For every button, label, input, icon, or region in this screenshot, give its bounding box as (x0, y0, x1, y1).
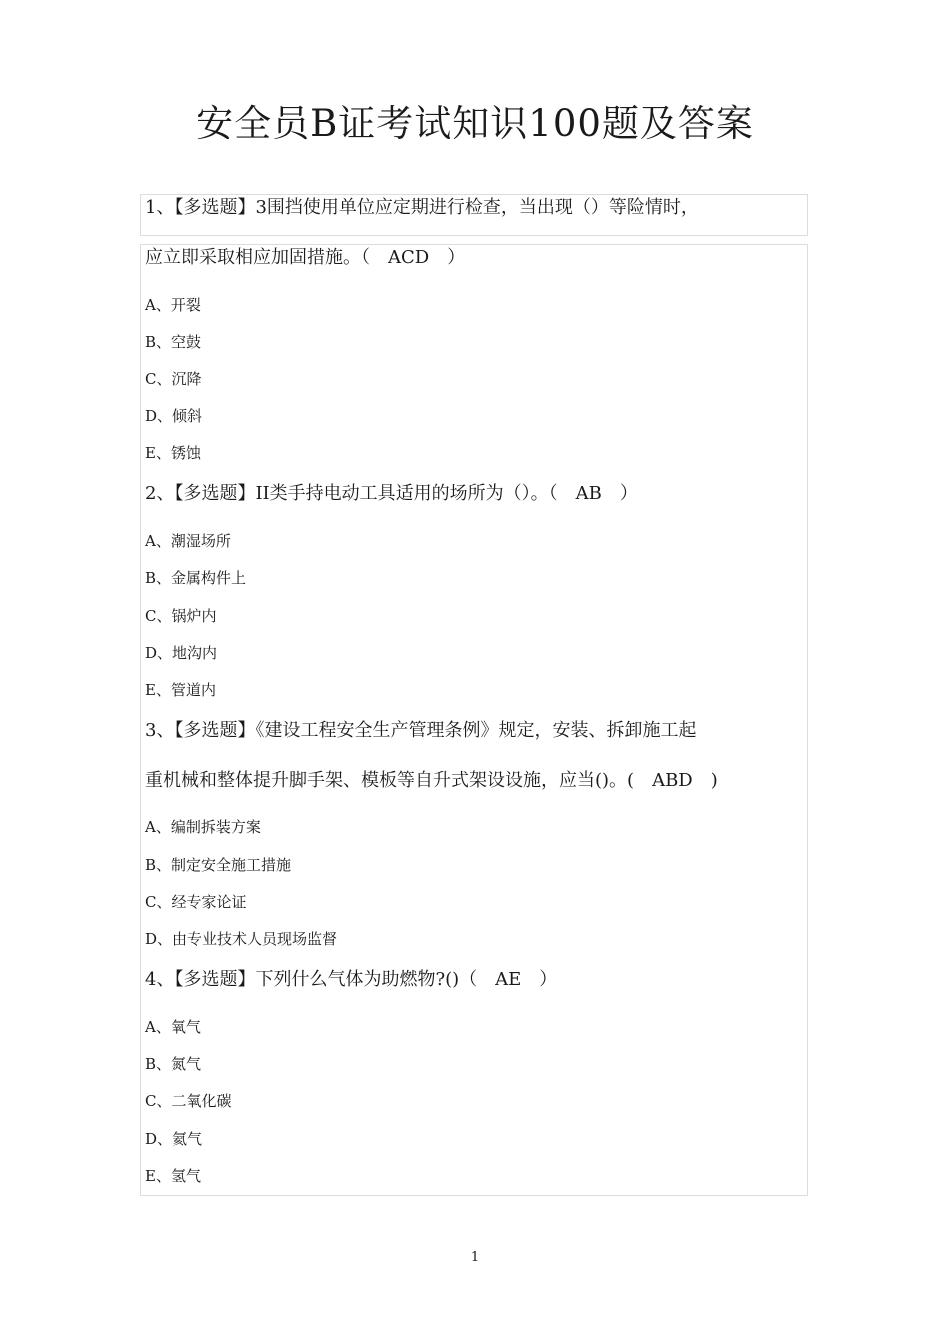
question-2-line-1: 2、【多选题】II类手持电动工具适用的场所为（）。（ AB ） (145, 483, 638, 504)
question-3-option-a: A、编制拆装方案 (145, 818, 261, 836)
question-3-line-1: 3、【多选题】《建设工程安全生产管理条例》规定，安装、拆卸施工起 (145, 720, 697, 741)
question-2-option-a: A、潮湿场所 (145, 532, 231, 550)
question-3-option-d: D、由专业技术人员现场监督 (145, 930, 338, 948)
question-2-option-c: C、锅炉内 (145, 607, 217, 625)
question-2-option-e: E、管道内 (145, 681, 216, 699)
question-1-line-2: 应立即采取相应加固措施。（ ACD ） (145, 247, 466, 268)
question-1-option-a: A、开裂 (145, 296, 201, 314)
question-2-option-d: D、地沟内 (145, 644, 218, 662)
question-1-option-d: D、倾斜 (145, 407, 203, 425)
question-3-option-c: C、经专家论证 (145, 893, 247, 911)
question-2-option-b: B、金属构件上 (145, 569, 247, 587)
question-4-option-b: B、氮气 (145, 1055, 202, 1073)
question-4-option-a: A、氧气 (145, 1018, 201, 1036)
question-3-line-2: 重机械和整体提升脚手架、模板等自升式架设设施，应当()。( ABD ) (145, 770, 718, 791)
question-3-option-b: B、制定安全施工措施 (145, 856, 292, 874)
document-title: 安全员B证考试知识100题及答案 (196, 102, 754, 145)
question-1-option-b: B、空鼓 (145, 333, 202, 351)
question-4-option-e: E、氢气 (145, 1167, 201, 1185)
page-number: 1 (470, 1250, 480, 1265)
question-1-line-1: 1、【多选题】3围挡使用单位应定期进行检查，当出现（）等险情时， (145, 197, 699, 218)
question-1-option-e: E、锈蚀 (145, 444, 201, 462)
question-4-option-d: D、氦气 (145, 1130, 203, 1148)
question-4-line-1: 4、【多选题】下列什么气体为助燃物?()（ AE ） (145, 969, 558, 990)
question-4-option-c: C、二氧化碳 (145, 1092, 232, 1110)
question-1-option-c: C、沉降 (145, 370, 202, 388)
